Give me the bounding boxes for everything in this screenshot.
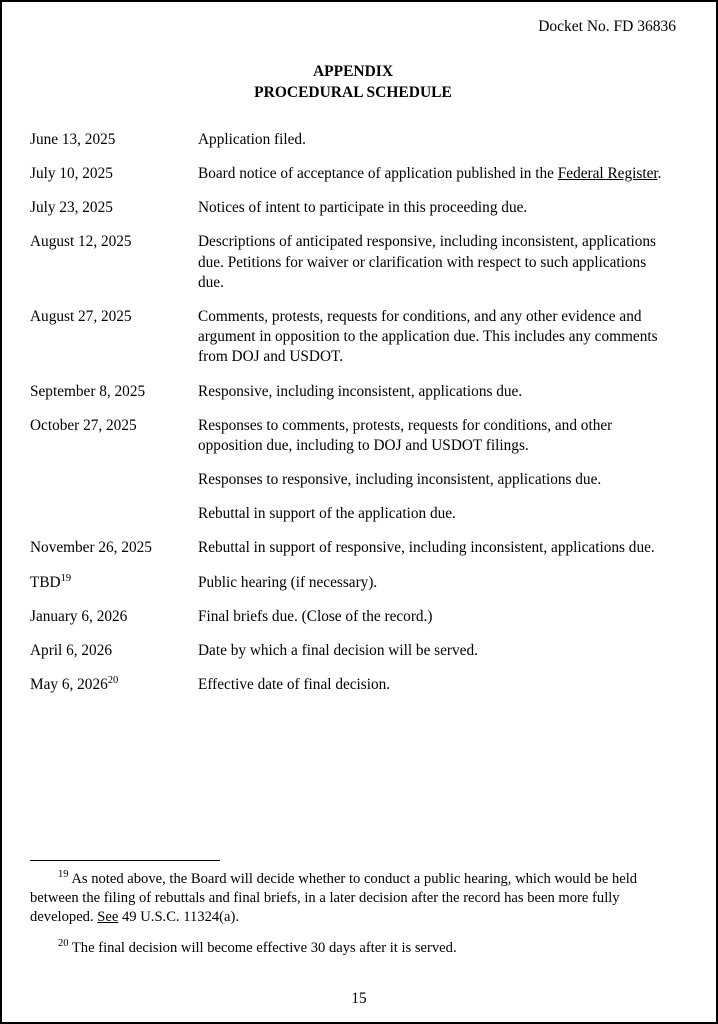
schedule-row [30,382,676,402]
footnote-marker-20: 20 [58,938,69,950]
procedural-schedule-table [30,130,676,696]
page-number: 15 [351,990,367,1007]
page-title [30,62,676,104]
footnote-ref-19[interactable]: 19 [60,572,72,584]
schedule-date-text: TBD [30,573,61,591]
schedule-row [30,164,676,184]
schedule-paragraph: Final briefs due. (Close of the record.) [198,607,433,625]
footnotes [30,860,676,970]
footnote-separator-rule [30,860,220,861]
schedule-row [30,607,676,627]
schedule-description [198,307,676,368]
schedule-date [30,675,198,695]
schedule-paragraph: Public hearing (if necessary). [198,573,378,591]
schedule-paragraph: Date by which a final decision will be served. [198,642,478,660]
schedule-date: September 8, 2025 [30,382,146,400]
schedule-paragraph: Notices of intent to participate in this proceeding due. [198,199,528,217]
schedule-row [30,641,676,661]
schedule-date: August 12, 2025 [30,233,132,251]
footnote-marker-19: 19 [58,869,69,881]
schedule-paragraph: Rebuttal in support of the application due. [198,505,456,523]
schedule-row [30,198,676,218]
schedule-paragraph: Application filed. [198,130,306,148]
schedule-row [30,675,676,695]
title-line-procedural-schedule: PROCEDURAL SCHEDULE [254,83,452,101]
schedule-paragraph: Responses to comments, protests, requests for conditions, and other opposition due, including to DOJ and USDOT filings. [198,416,613,454]
schedule-description [198,607,676,627]
footnote-text-after: 49 U.S.C. 11324(a). [118,909,240,926]
schedule-paragraph: Responses to responsive, including inconsistent, applications due. [198,471,602,489]
schedule-date: July 23, 2025 [30,199,113,217]
schedule-description [198,130,676,150]
schedule-date-text: May 6, 2026 [30,676,108,694]
schedule-description [198,573,676,593]
schedule-row [30,307,676,368]
schedule-description [198,538,676,558]
schedule-paragraph: Board notice of acceptance of application published in the Federal Register. [198,165,662,183]
footnote-text-before: As noted above, the Board will decide whether to conduct a public hearing, which would be held between the filing of rebuttals and final briefs, in a later decision after the record has been more fully developed. [30,871,638,926]
footnote-ref-20[interactable]: 20 [107,675,119,687]
schedule-date [30,573,198,593]
schedule-row [30,573,676,593]
schedule-date: November 26, 2025 [30,539,152,557]
federal-register-citation: Federal Register [557,165,658,183]
schedule-paragraph: Effective date of final decision. [198,676,391,694]
schedule-date: August 27, 2025 [30,307,132,325]
schedule-paragraph: Comments, protests, requests for conditions, and any other evidence and argument in opposition to the application due. This includes any comments from DOJ and USDOT. [198,307,658,366]
schedule-description [198,382,676,402]
schedule-paragraph: Descriptions of anticipated responsive, including inconsistent, applications due. Petitions for waiver or clarification with respect to such applications due. [198,233,656,291]
schedule-description [198,675,676,695]
schedule-date: July 10, 2025 [30,165,113,183]
schedule-paragraph: Responsive, including inconsistent, applications due. [198,382,523,400]
footnote-see-signal: See [97,909,119,926]
footnote-text-before: The final decision will become effective 30 days after it is served. [71,940,457,957]
schedule-description [198,641,676,661]
schedule-date: June 13, 2025 [30,130,116,148]
schedule-row [30,416,676,525]
schedule-date: January 6, 2026 [30,607,128,625]
footnote-19 [30,870,676,927]
schedule-date: October 27, 2025 [30,416,137,434]
schedule-row [30,130,676,150]
schedule-description [198,416,676,525]
schedule-paragraph: Rebuttal in support of responsive, including inconsistent, applications due. [198,539,655,557]
schedule-description [198,198,676,218]
docket-number: Docket No. FD 36836 [538,18,676,35]
schedule-description [198,164,676,184]
schedule-row [30,232,676,293]
schedule-date: April 6, 2026 [30,642,113,660]
schedule-row [30,538,676,558]
title-line-appendix: APPENDIX [312,63,394,80]
schedule-description [198,232,676,293]
footnote-20 [30,939,676,958]
